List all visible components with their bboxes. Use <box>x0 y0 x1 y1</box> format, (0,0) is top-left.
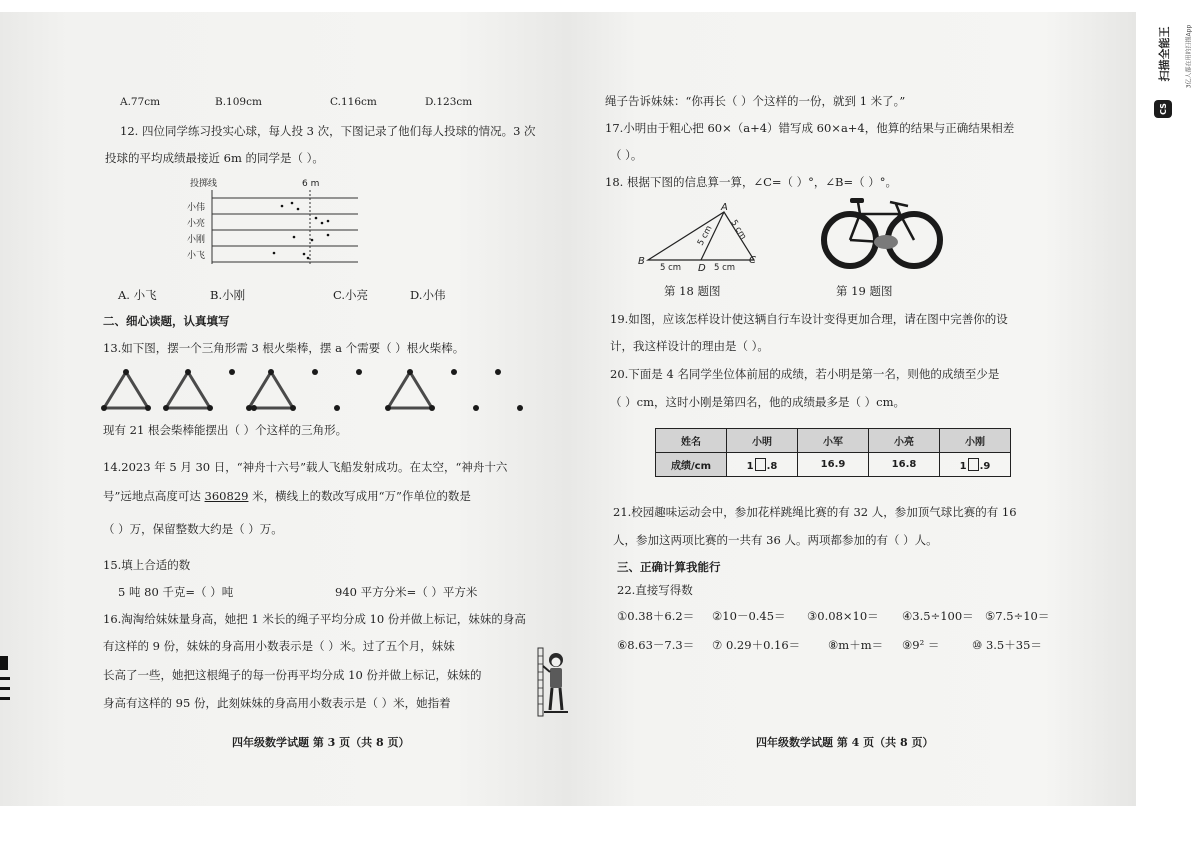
q12-throw-chart <box>182 174 362 266</box>
table-cell: 16.8 <box>869 453 940 477</box>
q18-caption: 第 18 题图 <box>664 284 721 298</box>
cell-digit: .9 <box>979 460 991 472</box>
section-3-title: 三、正确计算我能行 <box>617 560 721 574</box>
q21-line2: 人，参加这两项比赛的一共有 36 人。两项都参加的有（ ）人。 <box>613 533 938 547</box>
q14-line1: 14.2023 年 5 月 30 日，“神舟十六号”载人飞船发射成功。在太空，“神舟十六 <box>103 460 508 474</box>
bike-chain-guard <box>874 235 898 249</box>
q16-continuation: 绳子告诉妹妹：“你再长（ ）个这样的一份，就到 1 米了。” <box>605 94 906 108</box>
row-label: 小飞 <box>187 251 206 261</box>
q22-item: ⑨9² ＝ <box>902 638 940 652</box>
girl-measuring-figure <box>530 646 576 718</box>
table-row-label: 成绩/cm <box>656 453 727 477</box>
matchsticks <box>104 372 432 408</box>
app-slogan: 3亿人都在用的扫描App <box>1185 24 1193 89</box>
q22-item: ⑥8.63－7.3＝ <box>617 638 695 652</box>
row-label: 小刚 <box>187 235 206 245</box>
row-label: 小亮 <box>187 219 206 229</box>
point-a-label: A <box>721 202 728 213</box>
row-label: 小伟 <box>187 203 206 213</box>
q15-title: 15.填上合适的数 <box>103 558 191 572</box>
q12-option-d: D.小伟 <box>410 288 446 302</box>
point-c-label: C <box>749 255 756 266</box>
q11-option-c: C.116cm <box>330 96 377 108</box>
edge-mark <box>0 687 10 690</box>
lane-lines <box>212 198 358 262</box>
table-header-cell: 小明 <box>727 429 798 453</box>
q22-item: ④3.5÷100＝ <box>902 609 974 623</box>
throw-points <box>273 202 330 260</box>
table-row <box>656 453 1011 477</box>
length-ac: 5 cm <box>728 218 749 242</box>
length-bd: 5 cm <box>660 263 682 272</box>
q12-option-a: A. 小飞 <box>118 288 157 302</box>
table-header-cell: 小亮 <box>869 429 940 453</box>
q16-line3: 长高了一些，她把这根绳子的每一份再平均分成 10 份并做上标记，妹妹的 <box>103 668 482 682</box>
q17-line1: 17.小明由于粗心把 60×（a+4）错写成 60×a+4，他算的结果与正确结果相差 <box>605 121 1015 135</box>
q12-option-b: B.小刚 <box>210 288 246 302</box>
q22-item: ③0.08×10＝ <box>807 609 879 623</box>
app-logo: CS <box>1154 100 1172 118</box>
q14-line2 <box>103 491 471 503</box>
q16-line1: 16.淘淘给妹妹量身高，她把 1 米长的绳子平均分成 10 份并做上标记，妹妹的身高 <box>103 612 526 626</box>
q18-line: 18. 根据下图的信息算一算，∠C=（ ）°，∠B=（ ）°。 <box>605 175 898 189</box>
q12-option-c: C.小亮 <box>333 288 369 302</box>
q22-item: ⑧m＋m＝ <box>828 638 884 652</box>
q14-underlined-number: 360829 <box>204 489 249 503</box>
left-page-footer: 四年级数学试题 第 3 页（共 8 页） <box>232 736 410 749</box>
point-d-label: D <box>698 263 706 272</box>
cell-digit: .8 <box>766 460 778 472</box>
q18-triangle-diagram <box>632 200 762 272</box>
q12-line2: 投球的平均成绩最接近 6m 的同学是（ ）。 <box>105 151 324 165</box>
q20-line2: （ ）cm，这时小刚是第四名，他的成绩最多是（ ）cm。 <box>610 395 905 409</box>
q22-item: ⑦ 0.29＋0.16＝ <box>712 638 801 652</box>
q21-line1: 21.校园趣味运动会中，参加花样跳绳比赛的有 32 人，参加顶气球比赛的有 16 <box>613 505 1017 519</box>
matchstick-triangles <box>96 364 526 416</box>
cell-digit: 1 <box>959 460 967 472</box>
q13-line2: 现有 21 根会柴棒能摆出（ ）个这样的三角形。 <box>103 423 348 437</box>
table-header-cell: 小军 <box>798 429 869 453</box>
throw-line-label: 投掷线 <box>190 179 218 189</box>
q14-line2-start: 号”远地点高度可达 <box>103 489 205 503</box>
q11-option-d: D.123cm <box>425 96 473 108</box>
q11-option-a: A.77cm <box>120 96 161 108</box>
q16-line2: 有这样的 9 份，妹妹的身高用小数表示是（ ）米。过了五个月，妹妹 <box>103 639 455 653</box>
q12-line1: 12. 四位同学练习投实心球，每人投 3 次，下图记录了他们每人投球的情况。3 次 <box>120 124 536 138</box>
q19-line2: 计，我这样设计的理由是（ ）。 <box>610 339 769 353</box>
table-cell: 16.9 <box>798 453 869 477</box>
table-cell <box>940 453 1011 477</box>
table-header-row <box>656 429 1011 453</box>
length-dc: 5 cm <box>714 263 736 272</box>
blank-digit-box <box>755 458 766 471</box>
section-2-title: 二、细心读题，认真填写 <box>103 314 230 328</box>
q20-line1: 20.下面是 4 名同学坐位体前屈的成绩，若小明是第一名，则他的成绩至少是 <box>610 367 1000 381</box>
q22-item: ①0.38＋6.2＝ <box>617 609 695 623</box>
q19-caption: 第 19 题图 <box>836 284 893 298</box>
bike-seat <box>850 198 864 203</box>
table-header-cell: 小刚 <box>940 429 1011 453</box>
length-ad: 5 cm <box>695 224 715 248</box>
right-page-footer: 四年级数学试题 第 4 页（共 8 页） <box>756 736 934 749</box>
q16-line4: 身高有这样的 95 份，此刻妹妹的身高用小数表示是（ ）米，她指着 <box>103 696 451 710</box>
q14-line3: （ ）万，保留整数大约是（ ）万。 <box>103 522 283 536</box>
six-meter-label: 6 m <box>302 179 320 189</box>
table-cell <box>727 453 798 477</box>
app-name: 扫描全能王 <box>1158 26 1171 82</box>
q19-bicycle <box>820 196 944 272</box>
edge-mark <box>0 697 10 700</box>
q22-item: ⑩ 3.5＋35＝ <box>972 638 1042 652</box>
point-b-label: B <box>638 256 645 267</box>
blank-digit-box <box>968 458 979 471</box>
q19-line1: 19.如图，应该怎样设计使这辆自行车设计变得更加合理，请在图中完善你的设 <box>610 312 1008 326</box>
table-header-cell: 姓名 <box>656 429 727 453</box>
q15-item1: 5 吨 80 千克=（ ）吨 <box>118 585 234 599</box>
q20-score-table <box>655 428 1011 477</box>
match-heads <box>101 369 523 411</box>
q13-line1: 13.如下图，摆一个三角形需 3 根火柴棒，摆 a 个需要（ ）根火柴棒。 <box>103 341 465 355</box>
edge-mark <box>0 656 8 670</box>
q22-title: 22.直接写得数 <box>617 583 693 597</box>
q22-item: ②10－0.45＝ <box>712 609 786 623</box>
q22-item: ⑤7.5÷10＝ <box>985 609 1050 623</box>
q14-line2-end: 米，横线上的数改写成用“万”作单位的数是 <box>248 489 471 503</box>
cell-digit: 1 <box>746 460 754 472</box>
q17-line2: （ ）。 <box>610 148 643 162</box>
edge-mark <box>0 677 10 680</box>
q11-option-b: B.109cm <box>215 96 262 108</box>
q15-item2: 940 平方分米=（ ）平方米 <box>335 585 478 599</box>
